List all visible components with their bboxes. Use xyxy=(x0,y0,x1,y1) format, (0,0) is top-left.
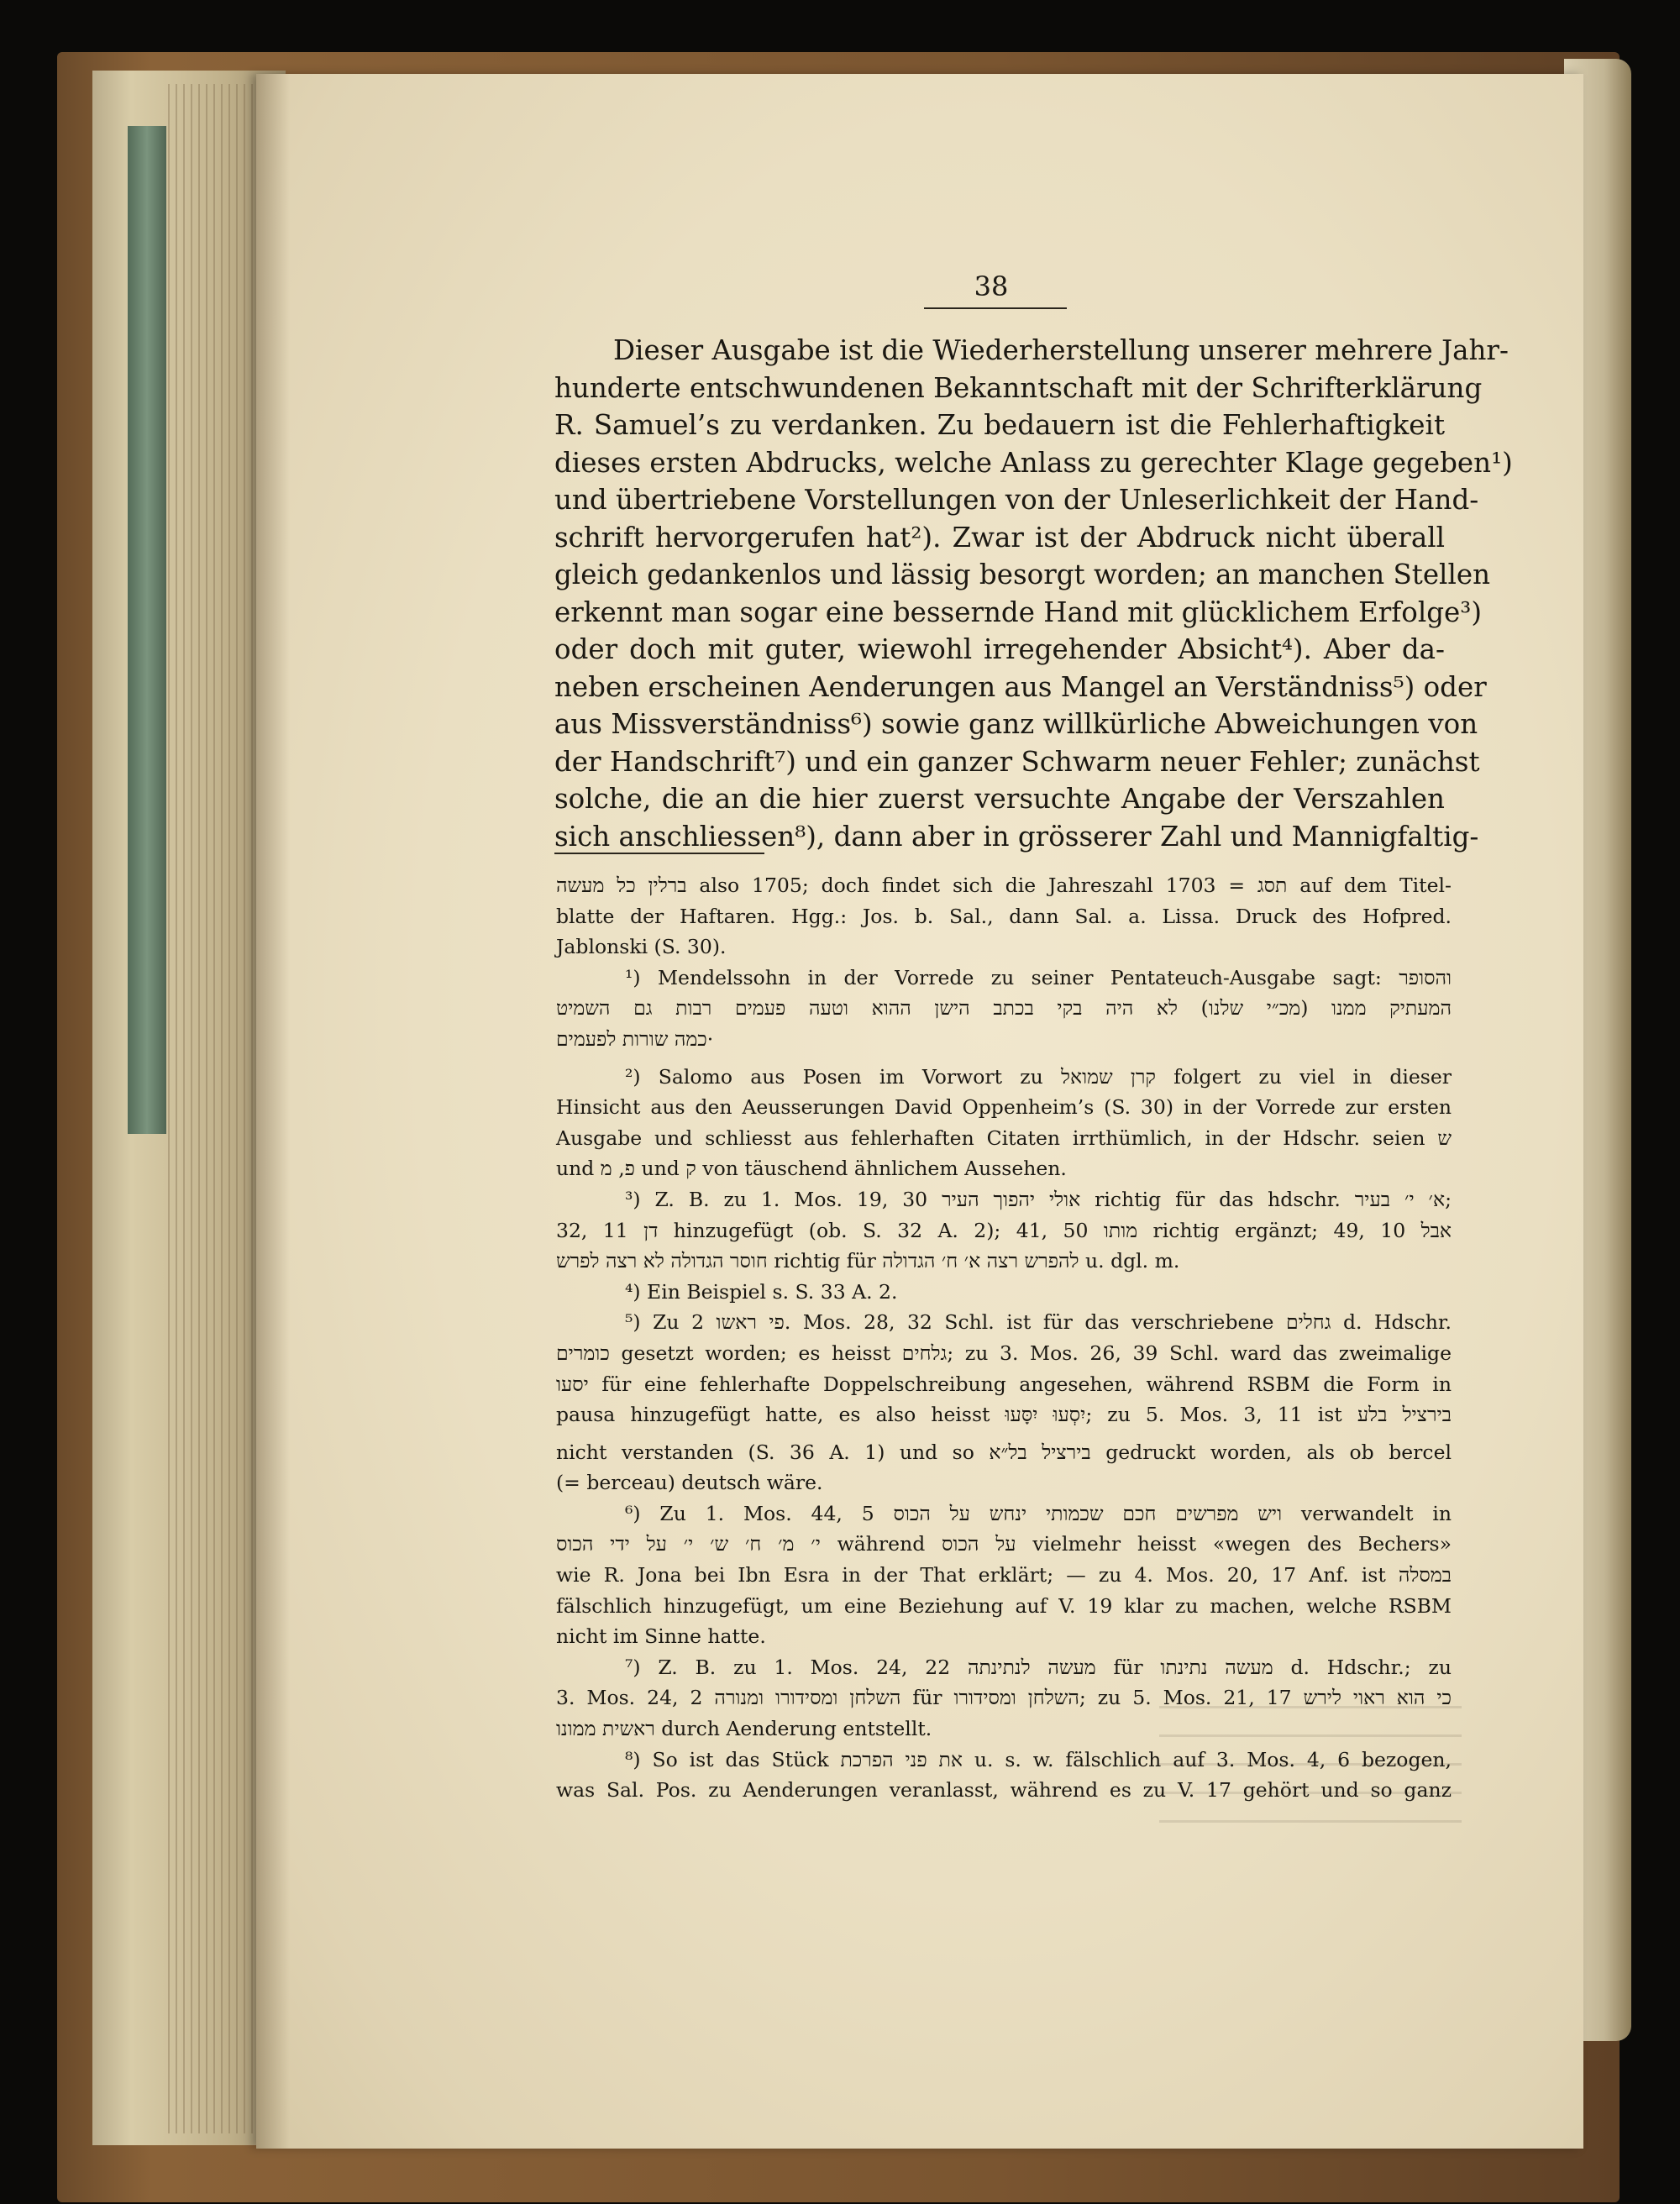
page-edges xyxy=(168,84,269,2133)
body-line: schrift hervorgerufen hat²). Zwar ist der Abdruck nicht überall xyxy=(554,521,1445,554)
body-line: dieses ersten Abdrucks, welche Anlass zu gerechter Klage gegeben¹) xyxy=(554,446,1513,479)
footnote-line: ⁷) Z. B. zu 1. Mos. 24, 22 מעשה לנתינתה für מעשה נתינתו d. Hdschr.; zu xyxy=(625,1655,1452,1679)
body-line: R. Samuel’s zu verdanken. Zu bedauern ist die Fehlerhaftigkeit xyxy=(554,409,1445,441)
footnote-line: nicht verstanden (S. 36 A. 1) und so בירציל בל״א gedruckt worden, als ob bercel xyxy=(556,1440,1452,1464)
gutter-shadow xyxy=(256,74,290,2149)
footnote-line: ²) Salomo aus Posen im Vorwort zu קרן שמואל folgert zu viel in dieser xyxy=(625,1064,1452,1089)
footnote-line: ¹) Mendelssohn in der Vorrede zu seiner Pentateuch-Ausgabe sagt: והסופר xyxy=(625,965,1452,989)
footnote-line: pausa hinzugefügt hatte, es also heisst יִסְעוּ יִסָּעוּ; zu 5. Mos. 3, 11 ist בירציל בלע xyxy=(556,1403,1452,1427)
footnote-line: חוסר הגדולה לא רצה לפרש richtig für להפרש רצה א׳ ח׳ הגדולה u. dgl. m. xyxy=(556,1249,1180,1273)
footnote-line: ראשית ממונו durch Aenderung entstellt. xyxy=(556,1717,932,1741)
body-line: hunderte entschwundenen Bekanntschaft mit der Schrifterklärung xyxy=(554,371,1483,404)
body-line: aus Missverständniss⁶) sowie ganz willkürliche Abweichungen von xyxy=(554,708,1478,740)
footnote-line: יסעו für eine fehlerhafte Doppelschreibung angesehen, während RSBM die Form in xyxy=(556,1372,1452,1396)
body-text xyxy=(554,332,1513,855)
footnote-line: ברלין כל מעשה also 1705; doch findet sich die Jahreszahl תסג = 1703 auf dem Titel- xyxy=(556,874,1452,897)
footnote-line: ⁵) Zu פי ראשו 2. Mos. 28, 32 Schl. ist für das verschriebene גחלים d. Hdschr. xyxy=(625,1310,1452,1335)
footnote-line: Jablonski (S. 30). xyxy=(556,935,727,959)
body-line: erkennt man sogar eine bessernde Hand mit glücklichem Erfolge³) xyxy=(554,596,1483,628)
footnote-line: Hinsicht aus den Aeusserungen David Oppenheim’s (S. 30) in der Vorrede zur ersten xyxy=(556,1095,1452,1120)
footnote-line: Ausgabe und schliesst aus fehlerhaften Citaten irrthümlich, in der Hdschr. seien ש xyxy=(556,1126,1452,1150)
footnote-line: כומרים gesetzt worden; es heisst גלחים; zu 3. Mos. 26, 39 Schl. ward das zweimalige xyxy=(556,1341,1452,1365)
body-line: sich anschliessen⁸), dann aber in grösserer Zahl und Mannigfaltig- xyxy=(554,820,1479,853)
footnotes xyxy=(556,870,1452,1806)
footnote-line: blatte der Haftaren. Hgg.: Jos. b. Sal., dann Sal. a. Lissa. Druck des Hofpred. xyxy=(556,904,1452,928)
footnote-line: י׳ מ׳ ח׳ ש׳ י׳ על ידי הכוס während על הכוס vielmehr heisst «wegen des Bechers» xyxy=(556,1532,1452,1556)
body-line: der Handschrift⁷) und ein ganzer Schwarm neuer Fehler; zunächst xyxy=(554,745,1480,778)
footnote-line: כמה שורות לפעמים· xyxy=(556,1026,714,1051)
footnote-line: 3. Mos. 24, 2 השלחן ומסידורו ומנורה für השלחן ומסידורו; zu 5. Mos. 21, 17 כי הוא ראוי לירש xyxy=(556,1686,1452,1710)
spine-cloth xyxy=(128,126,166,1134)
footnote-line: 32, 11 דן hinzugefügt (ob. S. 32 A. 2); 41, 50 מותו richtig ergänzt; 49, 10 אבל xyxy=(556,1218,1452,1242)
footnote-line: was Sal. Pos. zu Aenderungen veranlasst, während es zu V. 17 gehört und so ganz xyxy=(556,1778,1452,1803)
footnote-line: ⁴) Ein Beispiel s. S. 33 A. 2. xyxy=(625,1279,898,1304)
page-number: 38 xyxy=(974,270,1009,302)
body-line: und übertriebene Vorstellungen von der Unleserlichkeit der Hand- xyxy=(554,484,1479,516)
footnote-line: fälschlich hinzugefügt, um eine Beziehung auf V. 19 klar zu machen, welche RSBM xyxy=(556,1593,1452,1618)
footnote-rule xyxy=(554,853,764,854)
footnote-line: המעתיק ממנו (מכ״י שלנו) לא היה בקי בכתב הישן ההוא וטעה פעמים רבות גם השמיט xyxy=(556,996,1452,1021)
footnote-line: ³) Z. B. zu 1. Mos. 19, 30 אולי יהפוך העיר richtig für das hdschr. א׳ י׳ בעיר; xyxy=(625,1187,1452,1211)
body-line: oder doch mit guter, wiewohl irregehender Absicht⁴). Aber da- xyxy=(554,633,1445,665)
footnote-line: nicht im Sinne hatte. xyxy=(556,1624,766,1649)
footnote-line: (= berceau) deutsch wäre. xyxy=(556,1471,823,1495)
footnote-line: ⁶) Zu 1. Mos. 44, 5 ויש מפרשים חכם שכמותי ינחש על הכוס verwandelt in xyxy=(625,1501,1452,1525)
page-number-rule xyxy=(924,307,1067,309)
body-line: solche, die an die hier zuerst versuchte Angabe der Verszahlen xyxy=(554,783,1445,815)
footnote-line: ⁸) So ist das Stück את פני הפרכת u. s. w. fälschlich auf 3. Mos. 4, 6 bezogen, xyxy=(625,1747,1452,1771)
body-line: Dieser Ausgabe ist die Wiederherstellung unserer mehrere Jahr- xyxy=(613,334,1509,366)
footnote-line: wie R. Jona bei Ibn Esra in der That erklärt; — zu 4. Mos. 20, 17 Anf. ist במסלה xyxy=(556,1563,1452,1587)
body-line: gleich gedankenlos und lässig besorgt worden; an manchen Stellen xyxy=(554,559,1491,590)
body-line: neben erscheinen Aenderungen aus Mangel an Verständniss⁵) oder xyxy=(554,670,1487,703)
footnote-line: und פ, מ und ק von täuschend ähnlichem Aussehen. xyxy=(556,1157,1067,1181)
